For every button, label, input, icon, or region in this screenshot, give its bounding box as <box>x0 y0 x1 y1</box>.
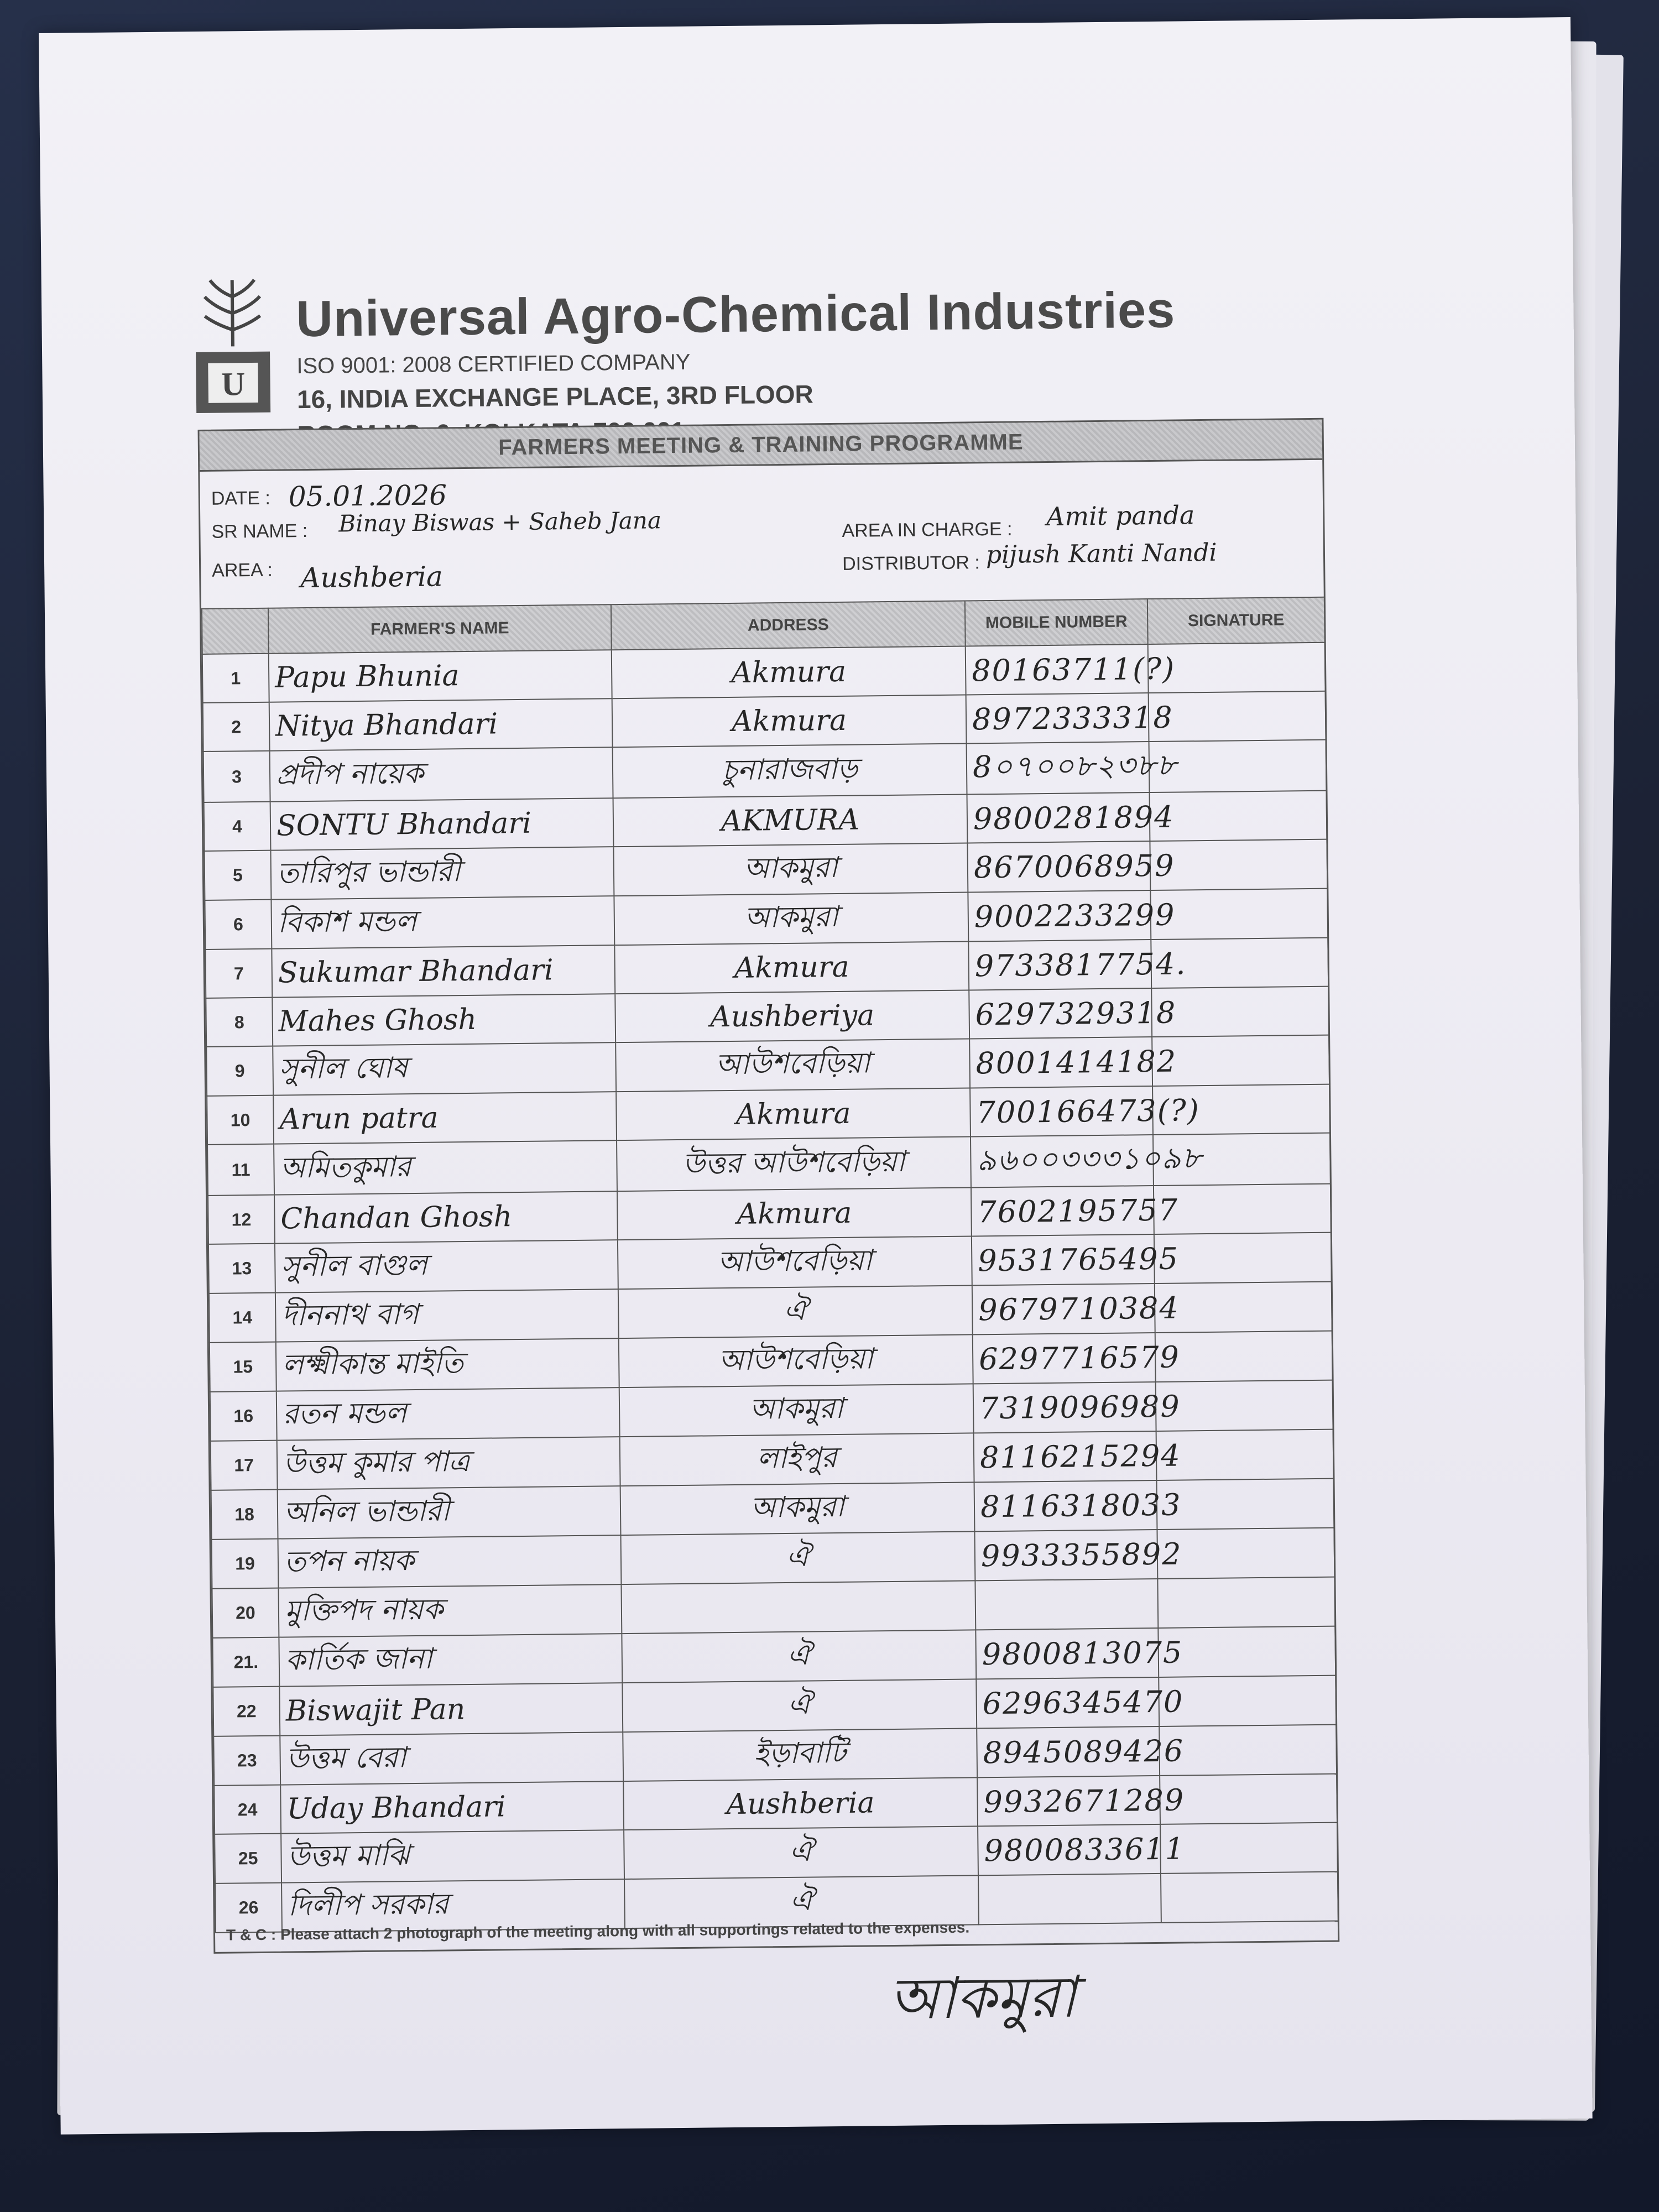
company-name: Universal Agro-Chemical Industries <box>295 281 1176 348</box>
mobile-cell <box>977 1726 1185 1777</box>
address-cell-text: Akmura <box>737 1196 852 1231</box>
address-cell-text: আকমুরা <box>749 1391 844 1426</box>
mobile-cell-text: 9002233299 <box>974 897 1176 935</box>
row-number: 6 <box>205 900 272 950</box>
mobile-cell-text: 9932671289 <box>983 1782 1185 1819</box>
mobile-cell-text: 8116215294 <box>979 1438 1181 1475</box>
address-cell-text: AKMURA <box>721 803 860 838</box>
mobile-cell <box>966 644 1176 695</box>
row-number: 19 <box>212 1539 279 1589</box>
mobile-cell <box>968 940 1187 990</box>
area-value: Aushberia <box>300 560 444 594</box>
signature-cell <box>1159 1725 1337 1776</box>
row-number: 8 <box>206 998 273 1047</box>
signature-cell <box>1159 1676 1336 1726</box>
signature-cell <box>1156 1380 1333 1431</box>
mobile-cell-text: 8945089426 <box>983 1733 1185 1771</box>
farmer-name-cell <box>276 1338 619 1391</box>
header-serial <box>202 608 269 654</box>
address-cell-text: ঐ <box>787 1638 811 1672</box>
address-cell <box>619 1334 973 1387</box>
mobile-cell <box>975 1579 1158 1630</box>
address-cell-text: চুনারাজবাড় <box>721 752 858 787</box>
terms-and-conditions: T & C : Please attach 2 photograph of the meeting along with all supportings related to the expenses. <box>226 1918 970 1944</box>
signature-cell <box>1160 1774 1337 1824</box>
mobile-cell <box>970 1086 1201 1136</box>
mobile-cell-text: 7319096989 <box>979 1389 1181 1426</box>
farmer-name-cell-text: সুনীল বাগুল <box>281 1248 428 1284</box>
address-cell-text: Aushberia <box>726 1786 875 1822</box>
farmer-name-cell <box>280 1781 624 1833</box>
address-cell-text: আউশবেড়িয়া <box>717 1244 873 1279</box>
mobile-cell <box>972 1234 1180 1285</box>
farmer-name-cell-text: উত্তম মাঝি <box>287 1839 410 1874</box>
signature-cell <box>1155 1282 1332 1333</box>
address-cell <box>620 1433 974 1486</box>
address-cell <box>612 646 966 699</box>
farmer-name-cell <box>272 994 615 1046</box>
address-cell-text: Akmura <box>734 950 849 985</box>
farmer-name-cell-text: দীননাথ বাগ <box>281 1297 419 1333</box>
handwritten-overlay: আকমুরা <box>888 1963 1077 2033</box>
row-number: 23 <box>213 1736 280 1786</box>
address-cell-text: Akmura <box>735 1097 851 1131</box>
mobile-cell <box>973 1382 1181 1433</box>
area-in-charge-value: Amit panda <box>1046 500 1195 531</box>
mobile-cell <box>975 1628 1183 1679</box>
mobile-cell-text: 6296345470 <box>982 1684 1184 1721</box>
address-cell <box>619 1384 974 1437</box>
mobile-cell <box>967 841 1175 892</box>
mobile-cell <box>967 792 1175 843</box>
farmer-name-cell-text: অনিল ভান্ডারী <box>283 1494 450 1530</box>
farmer-name-cell-text: Nitya Bhandari <box>275 707 498 743</box>
signature-cell <box>1157 1577 1335 1628</box>
mobile-cell-text: 7602195757 <box>977 1192 1179 1229</box>
farmer-name-cell <box>276 1387 620 1440</box>
signature-cell <box>1150 839 1327 890</box>
mobile-cell <box>974 1480 1182 1531</box>
signature-cell <box>1157 1528 1334 1579</box>
farmer-name-cell-text: লক্ষ্মীকান্ত মাইতি <box>281 1347 464 1382</box>
address-cell <box>621 1531 975 1584</box>
signature-cell <box>1149 791 1327 841</box>
farmer-name-cell <box>270 798 614 850</box>
svg-text:U: U <box>221 366 246 403</box>
farmer-name-cell <box>272 945 615 997</box>
farmer-name-cell-text: Uday Bhandari <box>286 1790 506 1826</box>
row-number: 21. <box>212 1637 279 1687</box>
farmer-name-cell <box>279 1683 623 1735</box>
signature-cell <box>1155 1331 1333 1382</box>
farmer-name-cell-text: উত্তম বেরা <box>286 1741 406 1776</box>
mobile-cell-text: 8001414182 <box>975 1044 1177 1081</box>
mobile-cell <box>968 890 1176 941</box>
date-label: DATE : <box>211 487 271 509</box>
signature-cell <box>1150 889 1328 940</box>
mobile-cell-text: 8972333318 <box>972 700 1173 737</box>
mobile-cell-text: 9800813075 <box>982 1635 1183 1672</box>
header-farmer-name: FARMER'S NAME <box>268 604 612 653</box>
signature-cell <box>1160 1823 1338 1874</box>
form-title: FARMERS MEETING & TRAINING PROGRAMME <box>200 420 1323 472</box>
address-cell-text: Akmura <box>731 655 847 690</box>
farmer-name-cell <box>278 1535 622 1588</box>
farmer-name-cell <box>279 1634 622 1686</box>
address-cell <box>613 744 967 799</box>
address-cell <box>621 1580 975 1634</box>
mobile-cell <box>966 693 1173 743</box>
mobile-cell-text: 700166473(?) <box>976 1092 1201 1130</box>
row-number: 22 <box>213 1687 280 1736</box>
row-number: 15 <box>210 1342 276 1392</box>
mobile-cell-text: 6297329318 <box>975 995 1177 1032</box>
address-cell <box>616 1088 971 1140</box>
mobile-cell-text: 9679710384 <box>978 1290 1180 1328</box>
farmer-name-cell-text: Chandan Ghosh <box>280 1200 513 1236</box>
mobile-cell-text: 9531765495 <box>978 1241 1180 1279</box>
row-number: 18 <box>211 1490 278 1540</box>
address-cell-text: Akmura <box>731 703 847 738</box>
farmer-name-cell-text: Mahes Ghosh <box>278 1003 477 1039</box>
header-signature: SIGNATURE <box>1147 597 1325 644</box>
mobile-cell <box>974 1431 1181 1482</box>
farmer-name-cell-text: তারিপুর ভান্ডারী <box>276 855 461 890</box>
row-number: 13 <box>208 1244 275 1293</box>
document-sheet <box>39 17 1593 2135</box>
mobile-cell-text: 6297716579 <box>978 1339 1181 1377</box>
farmer-name-cell-text: উত্তম কুমার পাত্র <box>283 1444 470 1480</box>
row-number: 16 <box>210 1391 277 1441</box>
mobile-cell-text: ৯৬০০৩৩৩১০৯৮ <box>977 1140 1203 1178</box>
meeting-form <box>198 418 1340 1954</box>
address-cell <box>612 695 967 748</box>
farmers-table <box>201 597 1339 1933</box>
signature-cell <box>1149 691 1326 742</box>
farmer-name-cell <box>275 1240 618 1292</box>
mobile-cell <box>967 742 1178 794</box>
farmer-name-cell <box>273 1042 616 1095</box>
address-cell-text: ঐ <box>790 1884 813 1917</box>
address-cell-text: আকমুরা <box>744 900 838 935</box>
farmer-name-cell <box>278 1486 621 1538</box>
farmer-name-cell-text: দিলীপ সরকার <box>288 1887 449 1923</box>
row-number: 9 <box>206 1046 273 1096</box>
header-address: ADDRESS <box>611 601 966 650</box>
row-number: 5 <box>205 851 272 900</box>
row-number: 1 <box>202 654 269 703</box>
farmer-name-cell-text: অমিতকুমার <box>280 1150 411 1185</box>
mobile-cell-text: 8০৭০০৮২৩৮৮ <box>972 747 1178 785</box>
address-cell <box>615 990 969 1042</box>
address-cell <box>615 1039 970 1092</box>
header-mobile: MOBILE NUMBER <box>965 599 1148 646</box>
farmer-name-cell <box>270 847 614 899</box>
address-cell <box>614 892 968 945</box>
row-number: 12 <box>208 1195 275 1244</box>
address-cell-text: Aushberiya <box>709 999 875 1034</box>
date-value: 05.01.2026 <box>288 479 447 513</box>
farmer-name-cell-text: Arun patra <box>279 1101 439 1136</box>
mobile-cell <box>971 1135 1203 1187</box>
area-label: AREA : <box>211 559 273 581</box>
signature-cell <box>1156 1430 1334 1480</box>
farmer-name-cell-text: Sukumar Bhandari <box>278 953 554 990</box>
farmer-name-cell <box>278 1584 622 1637</box>
address-cell-text: ঐ <box>784 1293 807 1328</box>
mobile-cell <box>974 1530 1182 1580</box>
address-cell-text: আকমুরা <box>743 851 838 885</box>
farmer-name-cell <box>269 698 613 750</box>
mobile-cell-text: 80163711(?) <box>971 651 1176 688</box>
address-cell <box>622 1679 977 1732</box>
distributor-label: DISTRIBUTOR : <box>842 552 980 575</box>
farmer-name-cell <box>275 1289 619 1342</box>
farmer-name-cell-text: তপন নায়ক <box>284 1544 415 1579</box>
signature-cell <box>1151 987 1329 1037</box>
farmer-name-cell <box>277 1437 620 1489</box>
address-cell-text: আউশবেড়িয়া <box>718 1342 874 1378</box>
mobile-cell <box>973 1333 1181 1384</box>
farmer-name-cell <box>269 650 612 702</box>
row-number: 11 <box>207 1144 274 1196</box>
mobile-cell-text: 8670068959 <box>973 848 1175 885</box>
row-number: 4 <box>204 802 271 851</box>
address-line-1: 16, INDIA EXCHANGE PLACE, 3RD FLOOR <box>296 379 813 414</box>
signature-cell <box>1152 1035 1329 1086</box>
address-cell <box>613 843 968 896</box>
address-cell-text: ইড়াবাটি <box>754 1736 847 1771</box>
mobile-cell-text: 9800833611 <box>984 1831 1186 1869</box>
sr-name-value: Binay Biswas + Saheb Jana <box>338 507 662 538</box>
row-number: 3 <box>204 751 270 802</box>
address-cell-text: ঐ <box>787 1687 811 1721</box>
sr-name-label: SR NAME : <box>211 520 308 542</box>
signature-cell <box>1154 1233 1332 1284</box>
form-meta <box>200 460 1324 610</box>
row-number: 17 <box>211 1441 278 1490</box>
farmer-name-cell-text: SONTU Bhandari <box>276 806 532 843</box>
address-cell-text: ঐ <box>789 1834 813 1868</box>
address-cell-text: লাইপুর <box>757 1441 837 1475</box>
farmer-name-cell-text: মুক্তিপদ নায়ক <box>284 1593 444 1628</box>
row-number: 7 <box>205 949 272 998</box>
row-number: 25 <box>215 1834 281 1884</box>
address-cell <box>620 1482 975 1535</box>
mobile-cell <box>977 1776 1185 1826</box>
row-number: 20 <box>212 1588 279 1638</box>
farmer-name-cell-text: রতন মন্ডল <box>282 1396 407 1431</box>
farmer-name-cell-text: Biswajit Pan <box>285 1692 466 1728</box>
address-cell <box>624 1826 978 1879</box>
mobile-cell <box>976 1677 1184 1728</box>
address-cell <box>614 941 969 994</box>
signature-cell <box>1154 1184 1331 1234</box>
row-number: 24 <box>214 1785 281 1834</box>
address-cell <box>618 1236 972 1289</box>
certification-line: ISO 9001: 2008 CERTIFIED COMPANY <box>296 349 691 379</box>
farmer-name-cell <box>280 1732 623 1785</box>
address-cell <box>617 1136 971 1191</box>
address-cell-text: উত্তর আউশবেড়িয়া <box>682 1145 905 1181</box>
row-number: 14 <box>209 1293 276 1343</box>
farmer-name-cell <box>274 1191 618 1243</box>
signature-cell <box>1157 1479 1334 1530</box>
farmer-name-cell <box>274 1140 617 1194</box>
mobile-cell-text: 9733817754. <box>974 946 1187 983</box>
mobile-cell <box>969 988 1177 1039</box>
signature-cell <box>1158 1626 1335 1677</box>
farmer-name-cell-text: কার্তিক জানা <box>285 1642 433 1677</box>
farmer-name-cell-text: প্রদীপ নায়েক <box>275 757 424 792</box>
row-number: 26 <box>215 1883 282 1933</box>
farmer-name-cell-text: সুনীল ঘোষ <box>279 1051 408 1086</box>
farmer-name-cell-text: Papu Bhunia <box>274 659 460 695</box>
farmer-name-cell <box>281 1830 624 1882</box>
row-number: 10 <box>207 1095 274 1145</box>
address-cell <box>613 794 968 847</box>
mobile-cell <box>972 1284 1180 1334</box>
farmer-name-cell <box>273 1092 617 1144</box>
address-cell-text: ঐ <box>786 1540 810 1573</box>
address-cell <box>617 1187 972 1240</box>
wheat-shield-logo-icon <box>190 263 275 419</box>
farmer-name-cell <box>270 747 613 801</box>
mobile-cell <box>978 1874 1161 1924</box>
mobile-cell <box>969 1037 1177 1088</box>
row-number: 2 <box>203 702 270 752</box>
address-cell <box>618 1285 973 1338</box>
signature-cell <box>1161 1872 1338 1923</box>
area-in-charge-label: AREA IN CHARGE : <box>842 518 1013 541</box>
mobile-cell-text: 9800281894 <box>973 799 1175 836</box>
distributor-value: pijush Kanti Nandi <box>985 538 1217 570</box>
mobile-cell-text: 9933355892 <box>980 1536 1182 1574</box>
farmer-name-cell-text: বিকাশ মন্ডল <box>277 904 417 940</box>
address-cell <box>622 1630 976 1683</box>
address-cell-text: আকমুরা <box>750 1490 845 1525</box>
mobile-cell <box>978 1824 1186 1875</box>
mobile-cell-text: 8116318033 <box>980 1487 1182 1525</box>
farmer-name-cell <box>271 896 614 948</box>
address-cell <box>623 1728 977 1781</box>
mobile-cell <box>971 1186 1179 1236</box>
address-cell <box>623 1777 978 1830</box>
address-cell-text: আউশবেড়িয়া <box>715 1046 870 1082</box>
